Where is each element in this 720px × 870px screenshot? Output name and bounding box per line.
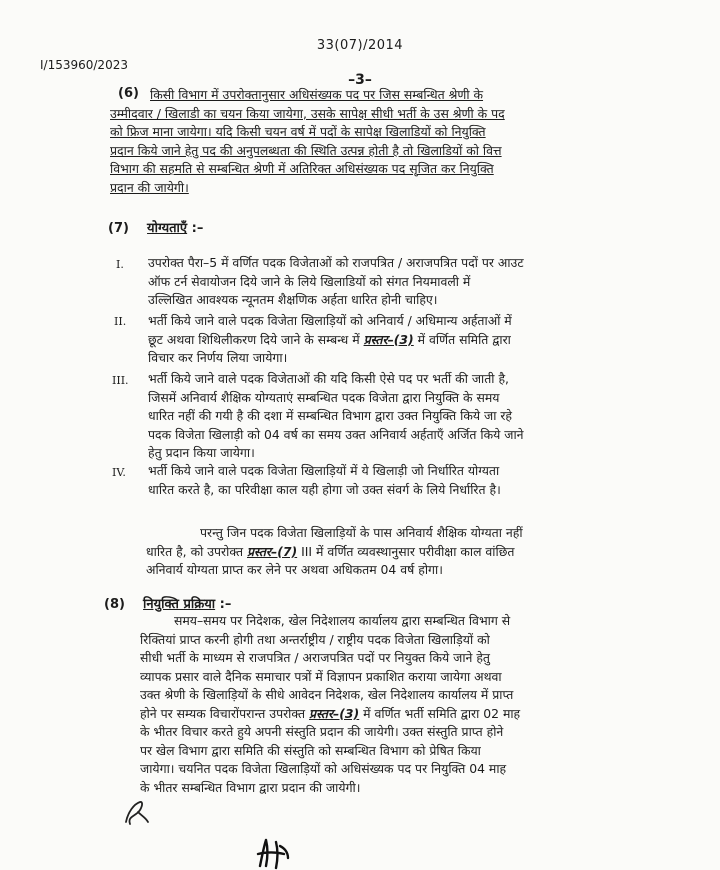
- section-8-line: व्यापक प्रसार वाले दैनिक समाचार पत्रों में विज्ञापन प्रकाशित कराया जायेगा अथवा: [140, 668, 502, 684]
- item-line-part: में वर्णित समिति द्वारा: [417, 331, 511, 347]
- section-7-number: (7): [108, 221, 129, 236]
- section-8-line: उक्त श्रेणी के खिलाड़ियों के सीधे आवेदन निदेशक, खेल निदेशालय कार्यालय में प्राप्त: [140, 687, 514, 702]
- item-line: भर्ती किये जाने वाले पदक विजेता खिलाड़ियों को अनिवार्य / अधिमान्य अर्हताओं में: [148, 313, 512, 328]
- item-line: धारित नहीं की गयी है की दशा में सम्बन्धित विभाग द्वारा उक्त नियुक्ति किये जा रहे: [148, 408, 512, 423]
- section-8-heading: [104, 594, 231, 612]
- section-8-line-part: में वर्णित भर्ती समिति द्वारा 02 माह: [363, 705, 521, 721]
- section-8-suffix: :–: [219, 597, 232, 612]
- proviso-line-part: III में वर्णित व्यवस्थानुसार परीवीक्षा काल वांछित: [301, 543, 515, 559]
- section-8-number: (8): [104, 597, 125, 612]
- section-6-number: (6): [118, 86, 139, 101]
- item-line: विचार कर निर्णय लिया जायेगा।: [148, 350, 288, 365]
- item-line: भर्ती किये जाने वाले पदक विजेता खिलाड़ियों में ये खिलाड़ी जो निर्धारित योग्यता: [148, 463, 500, 478]
- section-8-line: रिक्तियां प्राप्त करनी होगी तथा अन्तर्राष्ट्रीय / राष्ट्रीय पदक विजेता खिलाड़ियों को: [140, 631, 490, 647]
- proviso-line: अनिवार्य योग्यता प्राप्त कर लेने पर अथवा अधिकतम 04 वर्ष होगा।: [146, 562, 443, 577]
- document-number: 33(07)/2014: [316, 38, 404, 53]
- qualification-item-3: [148, 370, 640, 463]
- section-8-line: पर खेल विभाग द्वारा समिति की संस्तुति को सम्बन्धित विभाग को प्रेषित किया: [140, 742, 481, 758]
- section-8-line: [140, 705, 628, 724]
- section-7-heading: [108, 218, 203, 236]
- item-line: उल्लिखित आवश्यक न्यूनतम शैक्षणिक अर्हता धारित होनी चाहिए।: [148, 292, 438, 307]
- handwritten-initial: [118, 798, 154, 828]
- section-8-line: सीधी भर्ती के माध्यम से राजपत्रित / अराजपत्रित पदों पर नियुक्त किये जाने हेतु: [140, 650, 490, 665]
- section-8-line: जायेगा। चयनित पदक विजेता खिलाड़ियों को अधिसंख्यक पद पर नियुक्ति 04 माह: [140, 761, 507, 776]
- paragraph-reference: प्रस्तर–(3): [363, 331, 414, 347]
- section-8-line-part: होने पर सम्यक विचारोंपरान्त उपरोक्त: [140, 705, 306, 721]
- qualification-item-1: [148, 254, 640, 310]
- section-8-text: [140, 612, 628, 797]
- section-6-line: को फ्रिज माना जायेगा। यदि किसी चयन वर्ष में पदों के सापेक्ष खिलाडियों को नियुक्ति: [110, 124, 486, 139]
- section-7-suffix: :–: [191, 221, 204, 236]
- item-line-part: छूट अथवा शिथिलीकरण दिये जाने के सम्बन्ध में: [148, 331, 360, 347]
- proviso-paragraph: [146, 524, 642, 580]
- file-number: I/153960/2023: [40, 58, 128, 72]
- section-8-title: नियुक्ति प्रक्रिया: [143, 597, 216, 612]
- item-line: भर्ती किये जाने वाले पदक विजेताओं की यदि किसी ऐसे पद पर भर्ती की जाती है,: [148, 371, 509, 386]
- paragraph-reference: प्रस्तर–(7): [247, 543, 298, 559]
- section-6-text: [110, 86, 650, 197]
- paragraph-reference: प्रस्तर–(3): [309, 705, 360, 721]
- section-8-line: के भीतर विचार करते हुये अपनी संस्तुति प्रदान की जायेगी। उक्त संस्तुति प्राप्त होने: [140, 724, 504, 739]
- qualification-item-2: [148, 312, 640, 368]
- item-line: पदक विजेता खिलाड़ी को 04 वर्ष का समय उक्त अनिवार्य अर्हताएँ अर्जित किये जाने: [148, 426, 524, 442]
- proviso-line: परन्तु जिन पदक विजेता खिलाड़ियों के पास अनिवार्य शैक्षिक योग्यता नहीं: [200, 525, 523, 540]
- item-line: [148, 331, 640, 350]
- proviso-line-part: धारित है, को उपरोक्त: [146, 543, 244, 559]
- page-number: –3–: [348, 72, 372, 88]
- item-line: हेतु प्रदान किया जायेगा।: [148, 445, 255, 460]
- item-number: III.: [112, 374, 129, 387]
- section-7-title: योग्यताएँ: [147, 221, 188, 236]
- section-6-line: प्रदान की जायेगी।: [110, 179, 189, 195]
- item-line: धारित करते है, का परिवीक्षा काल यही होगा जो उक्त संवर्ग के लिये निर्धारित है।: [148, 481, 501, 497]
- item-number: I.: [116, 258, 124, 271]
- handwritten-signature: [254, 836, 294, 870]
- section-8-line: समय–समय पर निदेशक, खेल निदेशालय कार्यालय द्वारा सम्बन्धित विभाग से: [174, 613, 511, 628]
- item-number: II.: [114, 315, 127, 328]
- section-6-line: विभाग की सहमति से सम्बन्धित श्रेणी में अतिरिक्त अधिसंख्यक पद सृजित कर नियुक्ति: [110, 161, 494, 176]
- item-line: ऑफ टर्न सेवायोजन दिये जाने के लिये खिलाडियों को संगत नियमावली में: [148, 273, 471, 289]
- section-6-line: उम्मीदवार / खिलाडी का चयन किया जायेगा, उसके सापेक्ष सीधी भर्ती के उस श्रेणी के पद: [110, 105, 505, 121]
- proviso-line: [146, 543, 642, 562]
- section-6-line: प्रदान किये जाने हेतु पद की अनुपलब्धता की स्थिति उत्पन्न होती है तो खिलाडियों को वित्त: [110, 142, 502, 158]
- item-line: जिसमें अनिवार्य शैक्षिक योग्यताएं सम्बन्धित पदक विजेता द्वारा नियुक्ति के समय: [148, 389, 500, 405]
- section-6-line: किसी विभाग में उपरोक्तानुसार अधिसंख्यक पद पर जिस सम्बन्धित श्रेणी के: [150, 87, 484, 102]
- item-line: उपरोक्त पैरा–5 में वर्णित पदक विजेताओं को राजपत्रित / अराजपत्रित पदों पर आउट: [148, 255, 524, 270]
- item-number: IV.: [112, 466, 126, 479]
- section-8-line: के भीतर सम्बन्धित विभाग द्वारा प्रदान की जायेगी।: [140, 779, 361, 795]
- qualification-item-4: [148, 462, 640, 499]
